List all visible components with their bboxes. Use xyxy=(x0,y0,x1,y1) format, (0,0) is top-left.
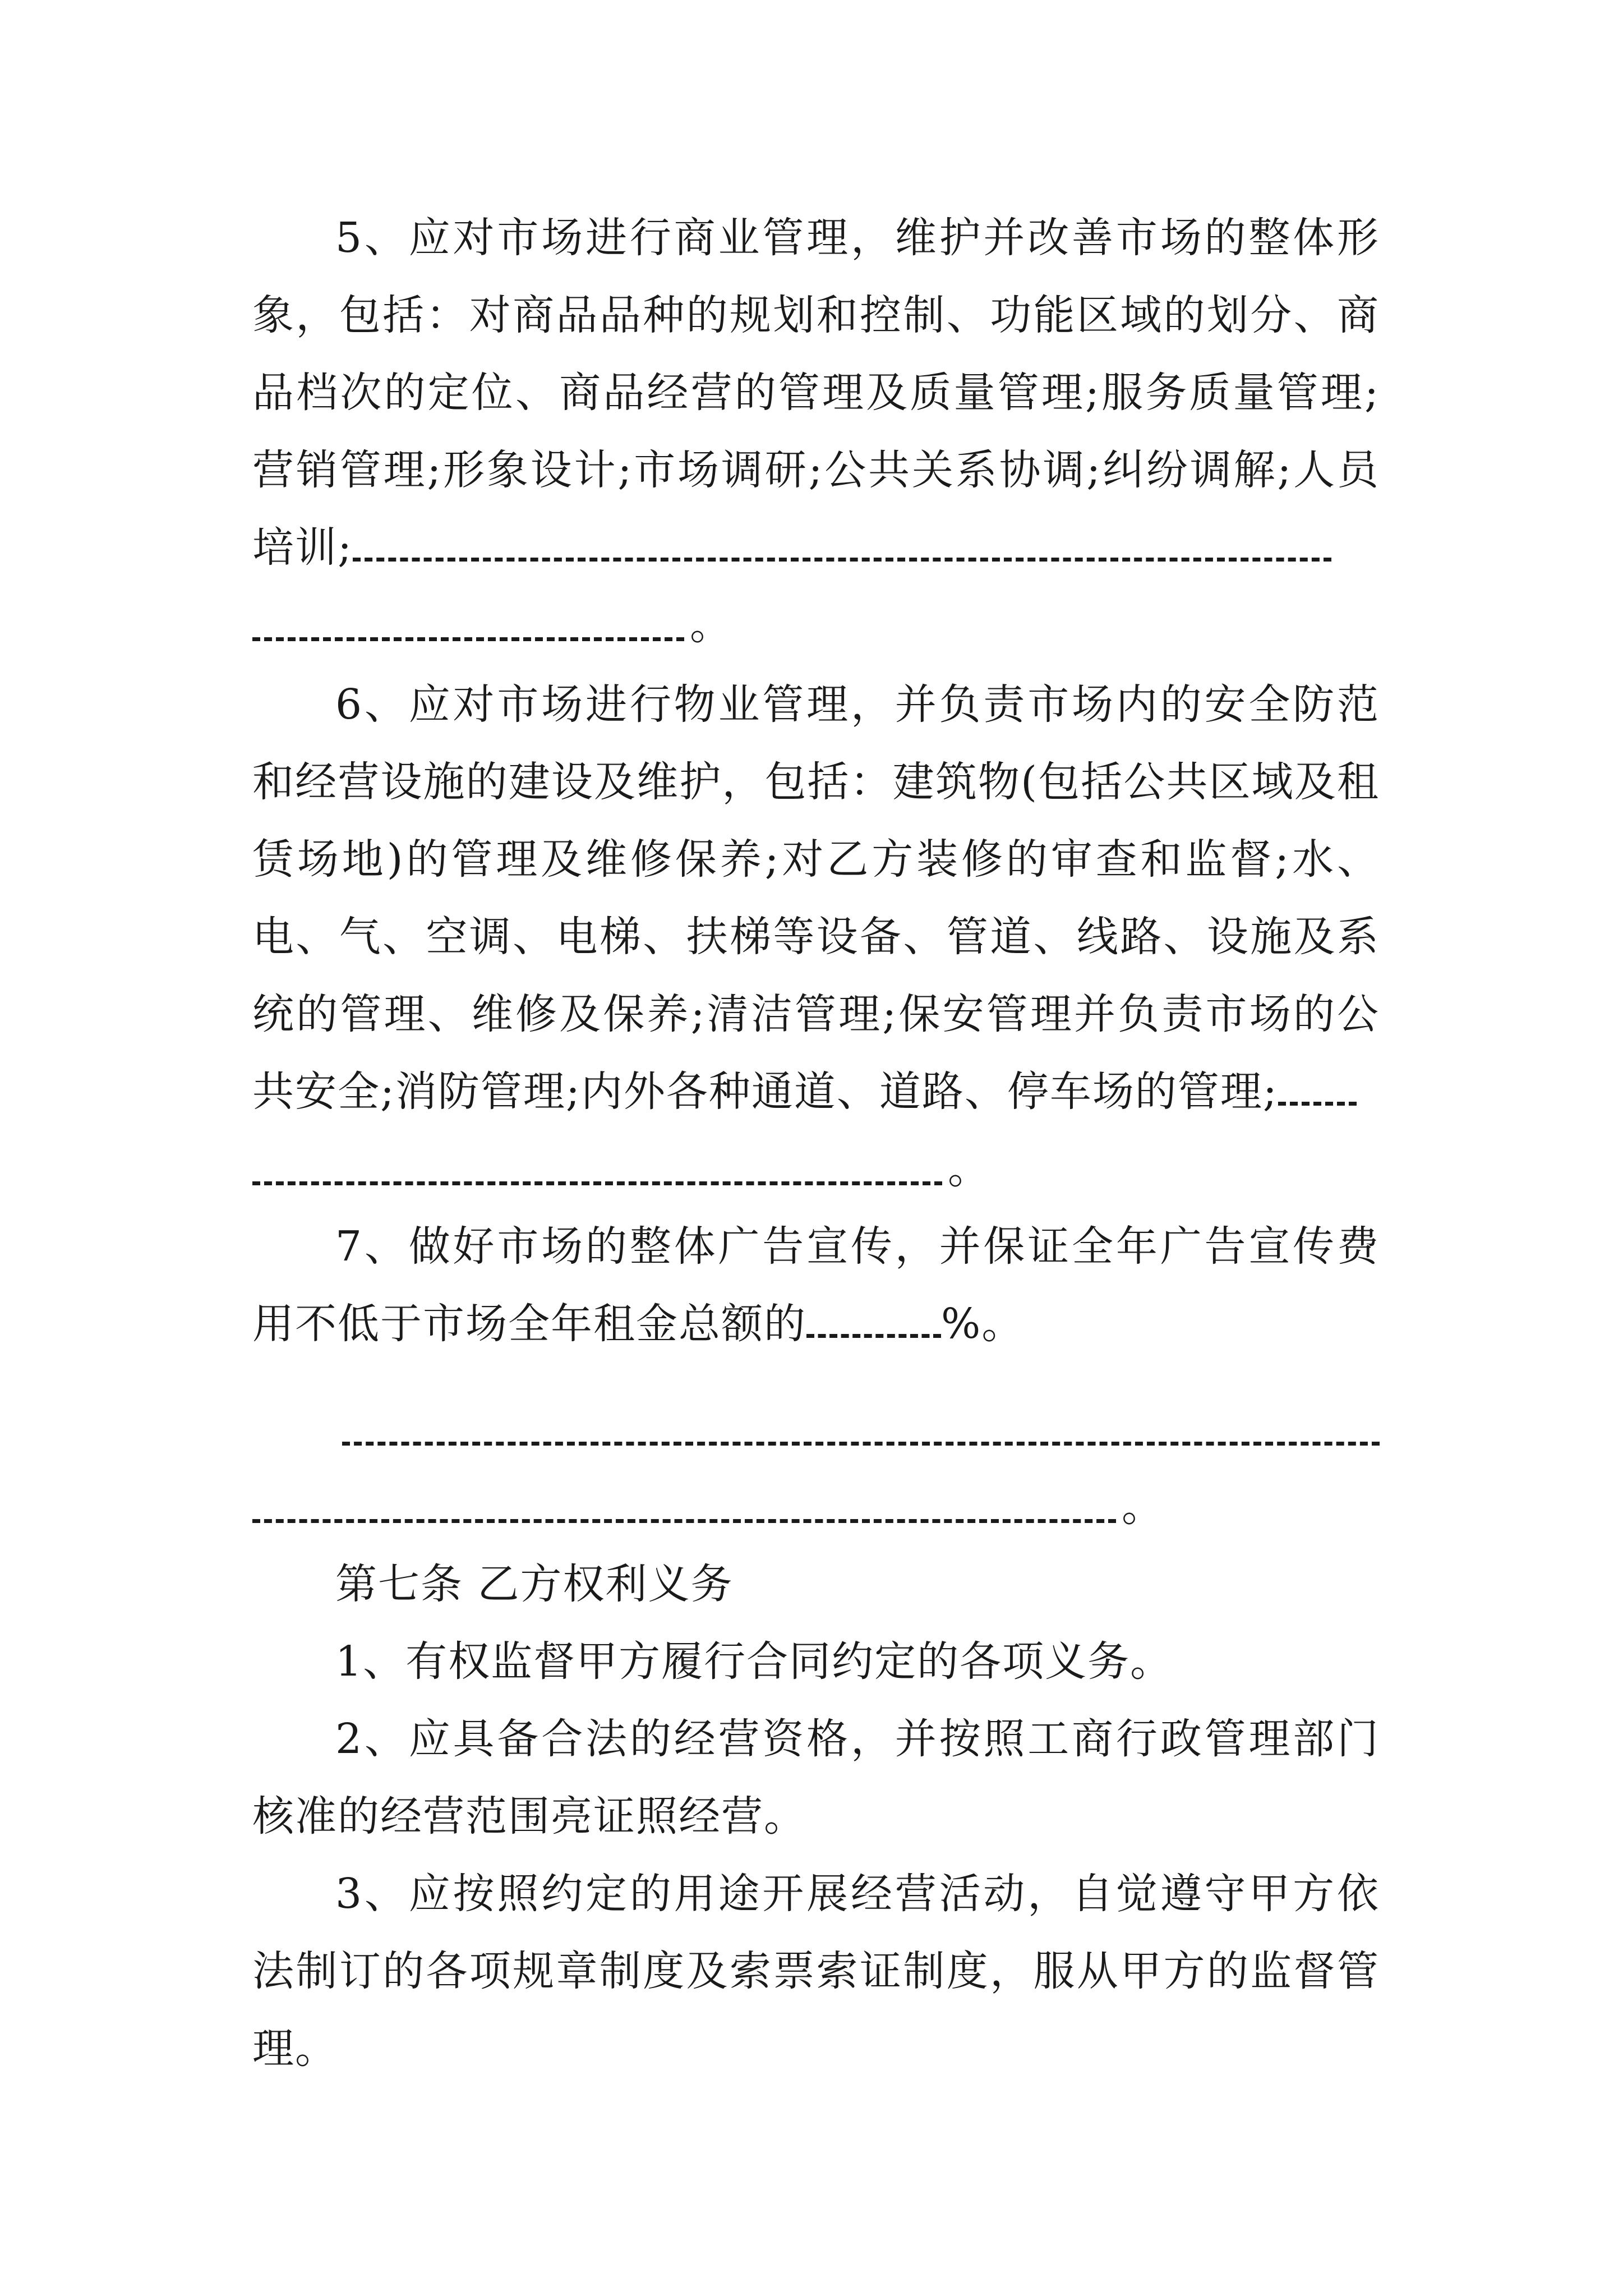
fill-blank[interactable] xyxy=(342,1442,1380,1446)
fill-blank-line xyxy=(252,586,1380,664)
percent-blank[interactable] xyxy=(806,1312,941,1338)
fill-blank-line xyxy=(252,1391,1380,1468)
item-3: 3、应按照约定的用途开展经营活动，自觉遵守甲方依法制订的各项规章制度及索票索证制度，服从甲方的监督管理。 xyxy=(252,1870,1380,2073)
period: 。 xyxy=(948,1145,989,1193)
fill-blank-line xyxy=(252,1130,1380,1208)
period: 。 xyxy=(690,601,731,649)
fill-blank-line xyxy=(252,1468,1380,1545)
clause-6 xyxy=(252,666,1380,1130)
fill-blank[interactable] xyxy=(1278,1079,1357,1106)
item-2: 2、应具备合法的经营资格，并按照工商行政管理部门核准的经营范围亮证照经营。 xyxy=(252,1715,1380,1841)
clause-6-text: 6、应对市场进行物业管理，并负责市场内的安全防范和经营设施的建设及维护，包括：建筑物(包括公共区域及租赁场地)的管理及维修保养;对乙方装修的审查和监督;水、电、气、空调、电梯、扶梯等设备、管道、线路、设施及系统的管理、维修及保养;清洁管理;保安管理并负责市场的公共安全;消防管理;内外各种通道、道路、停车场的管理; xyxy=(252,680,1380,1116)
fill-blank[interactable] xyxy=(252,637,684,641)
clause-5-text: 5、应对市场进行商业管理，维护并改善市场的整体形象，包括：对商品品种的规划和控制、功能区域的划分、商品档次的定位、商品经营的管理及质量管理;服务质量管理;营销管理;形象设计;市场调研;公共关系协调;纠纷调解;人员培训; xyxy=(252,214,1380,572)
period: 。 xyxy=(1122,1483,1163,1531)
fill-blank[interactable] xyxy=(252,1519,1116,1523)
clause-7-text: 7、做好市场的整体广告宣传，并保证全年广告宣传费用不低于市场全年租金总额的 xyxy=(252,1222,1380,1348)
clause-5 xyxy=(252,199,1380,586)
item-1: 1、有权监督甲方履行合同约定的各项义务。 xyxy=(335,1637,1173,1686)
clause-7 xyxy=(252,1208,1380,1363)
document-page xyxy=(252,199,1380,2087)
fill-blank[interactable] xyxy=(252,1181,942,1185)
article-7-heading: 第七条 乙方权利义务 xyxy=(335,1560,734,1608)
percent-suffix: %。 xyxy=(941,1300,1025,1348)
fill-blank[interactable] xyxy=(353,535,1331,562)
